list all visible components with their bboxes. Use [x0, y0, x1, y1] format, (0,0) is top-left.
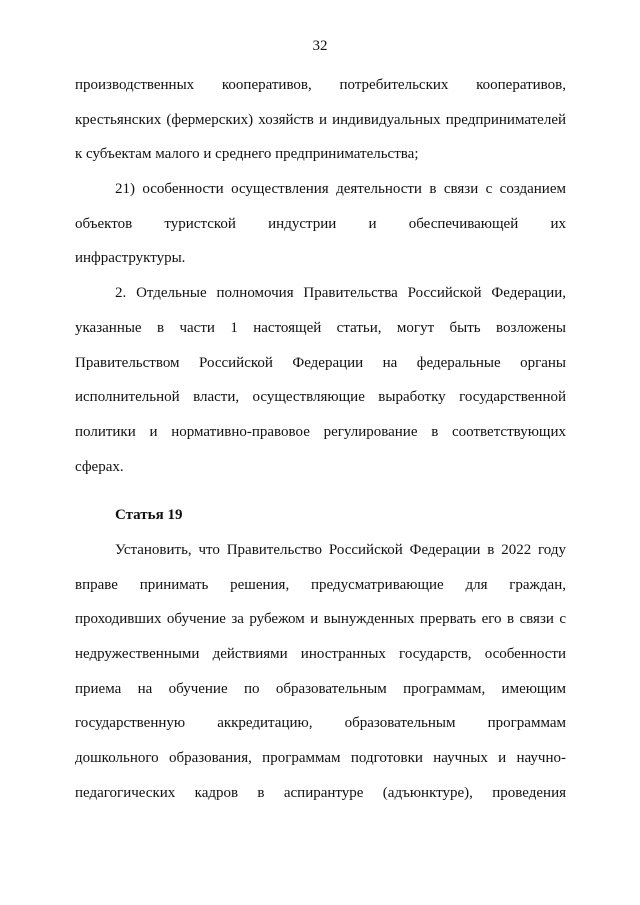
text-line: вправе принимать решения, предусматривающие для граждан,	[75, 576, 566, 593]
text-line: указанные в части 1 настоящей статьи, могут быть возложены	[75, 319, 566, 336]
paragraph-continuation	[75, 68, 566, 172]
text-line: политики и нормативно-правовое регулирование в соответствующих	[75, 423, 566, 440]
text-line: недружественными действиями иностранных государств, особенности	[75, 646, 566, 662]
document-body	[75, 68, 566, 810]
text-line: объектов туристской индустрии и обеспечивающей их	[75, 215, 566, 232]
article-heading: Статья 19	[115, 507, 183, 524]
text-line: крестьянских (фермерских) хозяйств и индивидуальных предпринимателей	[75, 111, 566, 128]
text-line: производственных кооперативов, потребительских кооперативов,	[75, 77, 566, 93]
spacer	[75, 484, 566, 498]
text-line: 21) особенности осуществления деятельности в связи с созданием	[115, 181, 566, 198]
text-line: к субъектам малого и среднего предпринимательства;	[75, 146, 419, 163]
paragraph-item-21	[75, 172, 566, 276]
text-line: исполнительной власти, осуществляющие выработку государственной	[75, 389, 566, 406]
text-line: Правительством Российской Федерации на федеральные органы	[75, 354, 566, 371]
text-line: педагогических кадров в аспирантуре (адъюнктуре), проведения	[75, 784, 566, 801]
text-line: Установить, что Правительство Российской Федерации в 2022 году	[115, 541, 566, 558]
paragraph-article-19	[75, 533, 566, 811]
text-line: сферах.	[75, 458, 124, 475]
text-line: проходивших обучение за рубежом и вынужденных прервать его в связи с	[75, 611, 566, 628]
paragraph-part-2	[75, 276, 566, 484]
text-line: дошкольного образования, программам подготовки научных и научно-	[75, 750, 566, 767]
text-line: приема на обучение по образовательным программам, имеющим	[75, 680, 566, 697]
text-line: государственную аккредитацию, образовательным программам	[75, 715, 566, 732]
page-number: 32	[312, 38, 328, 54]
text-line: 2. Отдельные полномочия Правительства Российской Федерации,	[115, 285, 566, 302]
text-line: инфраструктуры.	[75, 250, 186, 267]
